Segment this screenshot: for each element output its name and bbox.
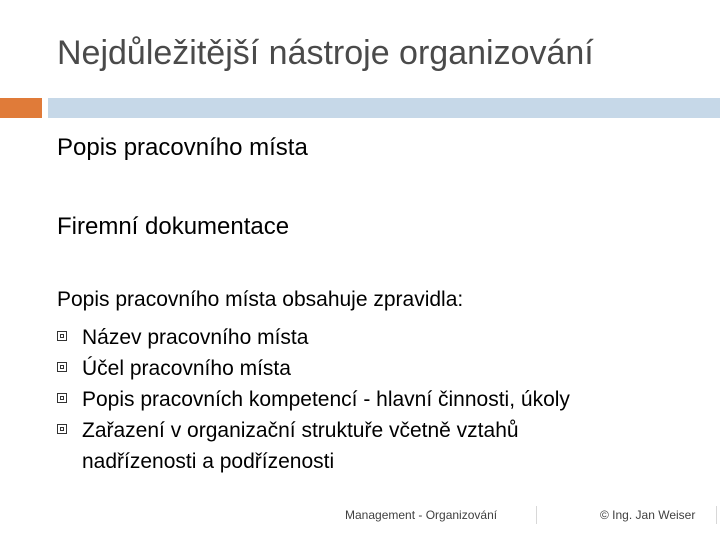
square-bullet-icon: [57, 393, 67, 403]
footer-topic: Management - Organizování: [345, 508, 498, 522]
slide-title: Nejdůležitější nástroje organizování: [57, 34, 594, 72]
accent-bar-orange: [0, 98, 42, 118]
square-bullet-icon: [57, 331, 67, 341]
list-item: [57, 415, 570, 477]
footer-divider: [716, 506, 717, 524]
list-intro: Popis pracovního místa obsahuje zpravidla:: [57, 288, 464, 311]
footer-divider: [536, 506, 537, 524]
list-item: [57, 353, 570, 384]
bullet-list: [57, 322, 570, 477]
heading-job-description: Popis pracovního místa: [57, 134, 308, 161]
heading-company-documentation: Firemní dokumentace: [57, 213, 290, 240]
footer-author: © Ing. Jan Weiser: [600, 508, 696, 522]
list-item-text: Popis pracovních kompetencí - hlavní činnosti, úkoly: [82, 388, 570, 411]
square-bullet-icon: [57, 362, 67, 372]
list-item-text: Účel pracovního místa: [82, 357, 291, 380]
accent-bar-blue: [48, 98, 720, 118]
list-item-text: Zařazení v organizační struktuře včetně vztahů nadřízenosti a podřízenosti: [82, 419, 519, 473]
list-item: [57, 384, 570, 415]
list-item-text: Název pracovního místa: [82, 326, 309, 349]
list-item: [57, 322, 570, 353]
square-bullet-icon: [57, 424, 67, 434]
